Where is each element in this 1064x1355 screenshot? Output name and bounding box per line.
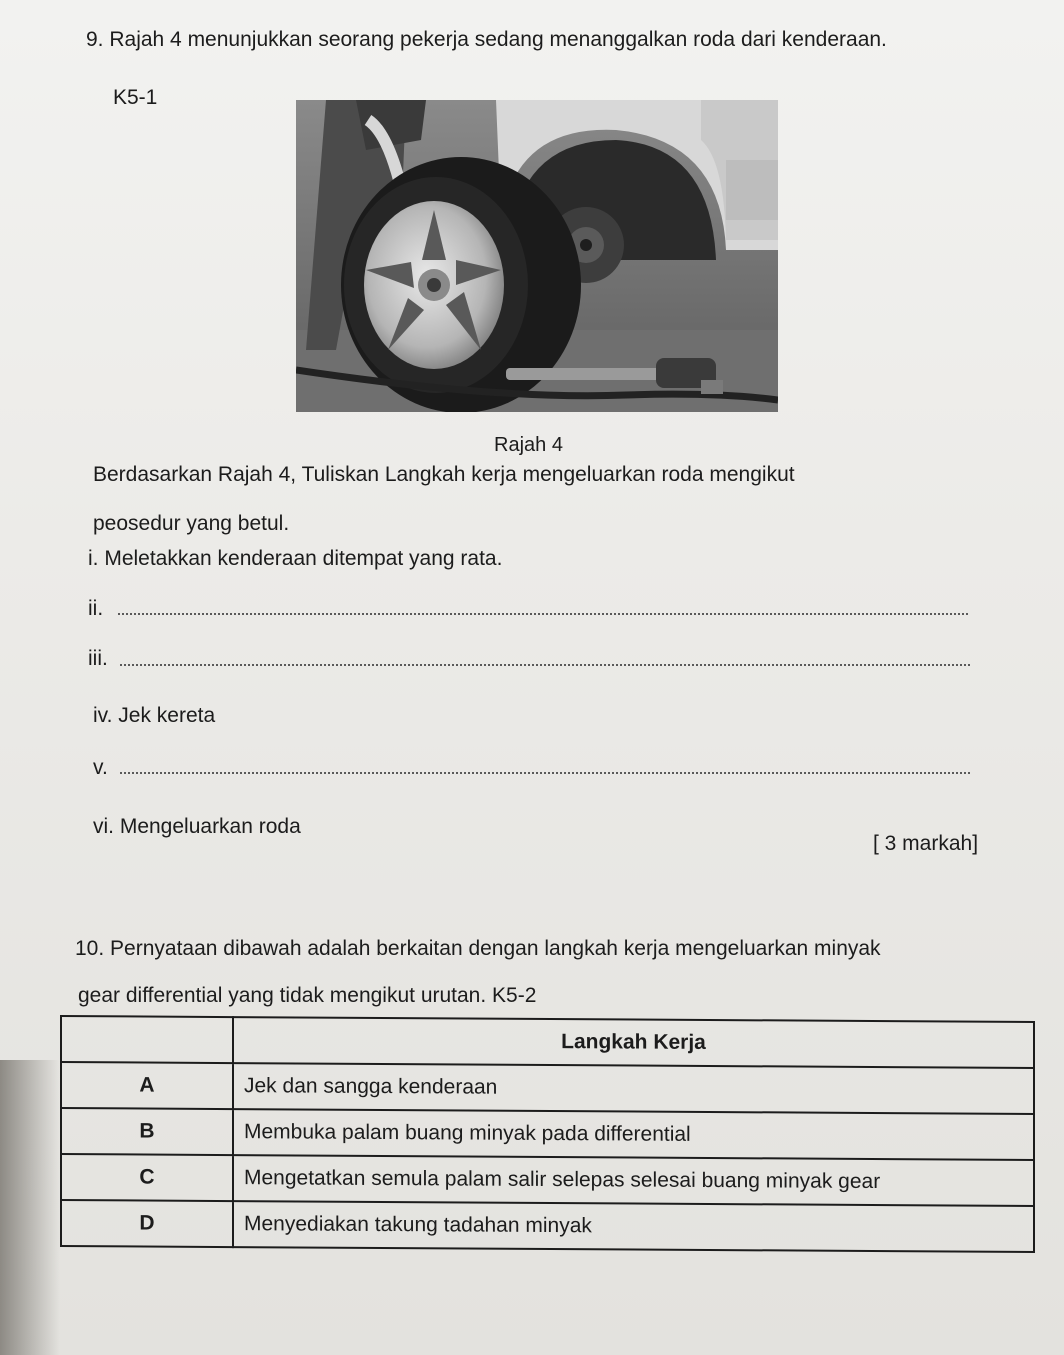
step-5-answer-line[interactable] <box>120 772 970 774</box>
question-9-code: K5-1 <box>113 86 158 109</box>
step-5-label: v. <box>93 756 108 779</box>
marks-label: [ 3 markah] <box>873 832 979 855</box>
step-2-label: ii. <box>88 597 104 620</box>
table-header-row <box>61 1016 1034 1068</box>
question-10-line-2: gear differential yang tidak mengikut urutan. K5-2 <box>78 984 537 1007</box>
step-3-label: iii. <box>88 647 108 670</box>
step-1: i. Meletakkan kenderaan ditempat yang rata. <box>88 547 503 570</box>
row-text: Menyediakan takung tadahan minyak <box>233 1201 1034 1252</box>
table-row <box>61 1108 1034 1160</box>
table-row <box>61 1154 1034 1206</box>
page-edge-shadow <box>0 1060 60 1355</box>
figure-caption: Rajah 4 <box>494 434 563 456</box>
step-2-answer-line[interactable] <box>118 613 968 615</box>
table-row <box>61 1200 1034 1252</box>
step-6: vi. Mengeluarkan roda <box>93 815 301 838</box>
row-text: Mengetatkan semula palam salir selepas selesai buang minyak gear <box>233 1155 1034 1206</box>
row-label: B <box>61 1108 233 1155</box>
question-9-instruction-line-1: Berdasarkan Rajah 4, Tuliskan Langkah kerja mengeluarkan roda mengikut <box>93 463 795 486</box>
row-text: Membuka palam buang minyak pada differential <box>233 1109 1034 1160</box>
table-header-blank <box>61 1016 233 1063</box>
question-10-line-1: 10. Pernyataan dibawah adalah berkaitan dengan langkah kerja mengeluarkan minyak <box>75 937 881 960</box>
row-label: A <box>61 1062 233 1109</box>
question-9-title: 9. Rajah 4 menunjukkan seorang pekerja sedang menanggalkan roda dari kenderaan. <box>86 28 887 51</box>
row-label: D <box>61 1200 233 1247</box>
table-header: Langkah Kerja <box>233 1017 1034 1068</box>
table-row <box>61 1062 1034 1114</box>
question-9-instruction-line-2: peosedur yang betul. <box>93 512 290 535</box>
langkah-kerja-table <box>60 1015 1035 1253</box>
row-text: Jek dan sangga kenderaan <box>233 1063 1034 1114</box>
step-4: iv. Jek kereta <box>93 704 216 727</box>
row-label: C <box>61 1154 233 1201</box>
step-3-answer-line[interactable] <box>120 664 970 666</box>
wheel-removal-photo <box>296 100 778 412</box>
